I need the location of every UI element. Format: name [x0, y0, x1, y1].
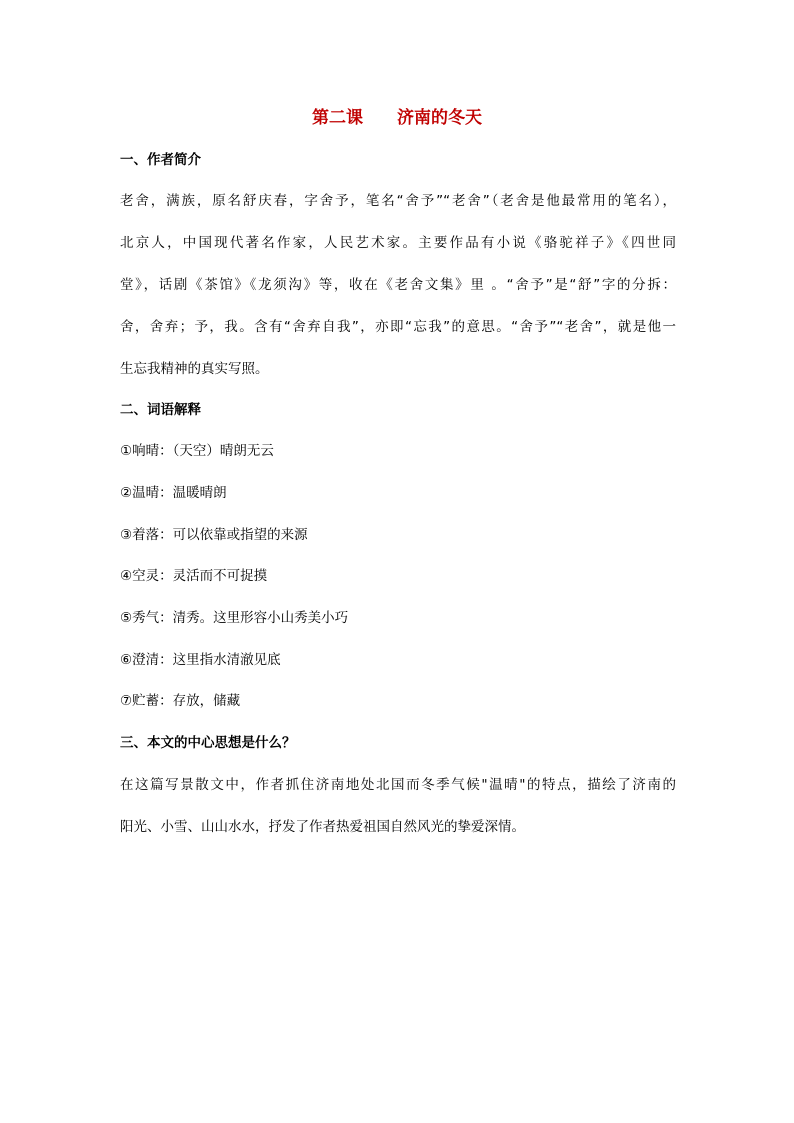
section-heading-vocabulary: 二、词语解释 [120, 402, 201, 418]
author-intro-line-1: 老舍，满族，原名舒庆春，字舍予，笔名“舍予”“老舍”（老舍是他最常用的笔名）， [120, 193, 676, 209]
author-intro-line-2: 北京人，中国现代著名作家，人民艺术家。主要作品有小说《骆驼祥子》《四世同 [120, 235, 676, 251]
central-idea-line-2: 阳光、小雪、山山水水，抒发了作者热爱祖国自然风光的挚爱深情。 [120, 819, 525, 835]
central-idea-line-1: 在这篇写景散文中，作者抓住济南地处北国而冬季气候"温晴"的特点，描绘了济南的 [120, 777, 676, 793]
vocabulary-item-7: ⑦贮蓄：存放，储藏 [120, 693, 241, 709]
vocabulary-item-4: ④空灵：灵活而不可捉摸 [120, 568, 268, 584]
vocabulary-item-3: ③着落：可以依靠或指望的来源 [120, 527, 308, 543]
section-heading-author-intro: 一、作者简介 [120, 152, 201, 168]
document-title: 第二课 济南的冬天 [312, 108, 482, 128]
author-intro-line-3: 堂》，话剧《茶馆》《龙须沟》等，收在《老舍文集》里 。“舍予”是“舒”字的分拆： [120, 277, 676, 293]
vocabulary-item-6: ⑥澄清：这里指水清澈见底 [120, 652, 281, 668]
vocabulary-item-5: ⑤秀气：清秀。这里形容小山秀美小巧 [120, 610, 349, 626]
vocabulary-item-2: ②温晴：温暖晴朗 [120, 485, 227, 501]
vocabulary-item-1: ①响晴：（天空）晴朗无云 [120, 443, 274, 459]
author-intro-line-5: 生忘我精神的真实写照。 [120, 361, 269, 377]
author-intro-line-4: 舍，舍弃；予，我。含有“舍弃自我”，亦即“忘我”的意思。“舍予”“老舍”，就是他一 [120, 319, 676, 335]
section-heading-central-idea: 三、本文的中心思想是什么？ [120, 735, 296, 751]
